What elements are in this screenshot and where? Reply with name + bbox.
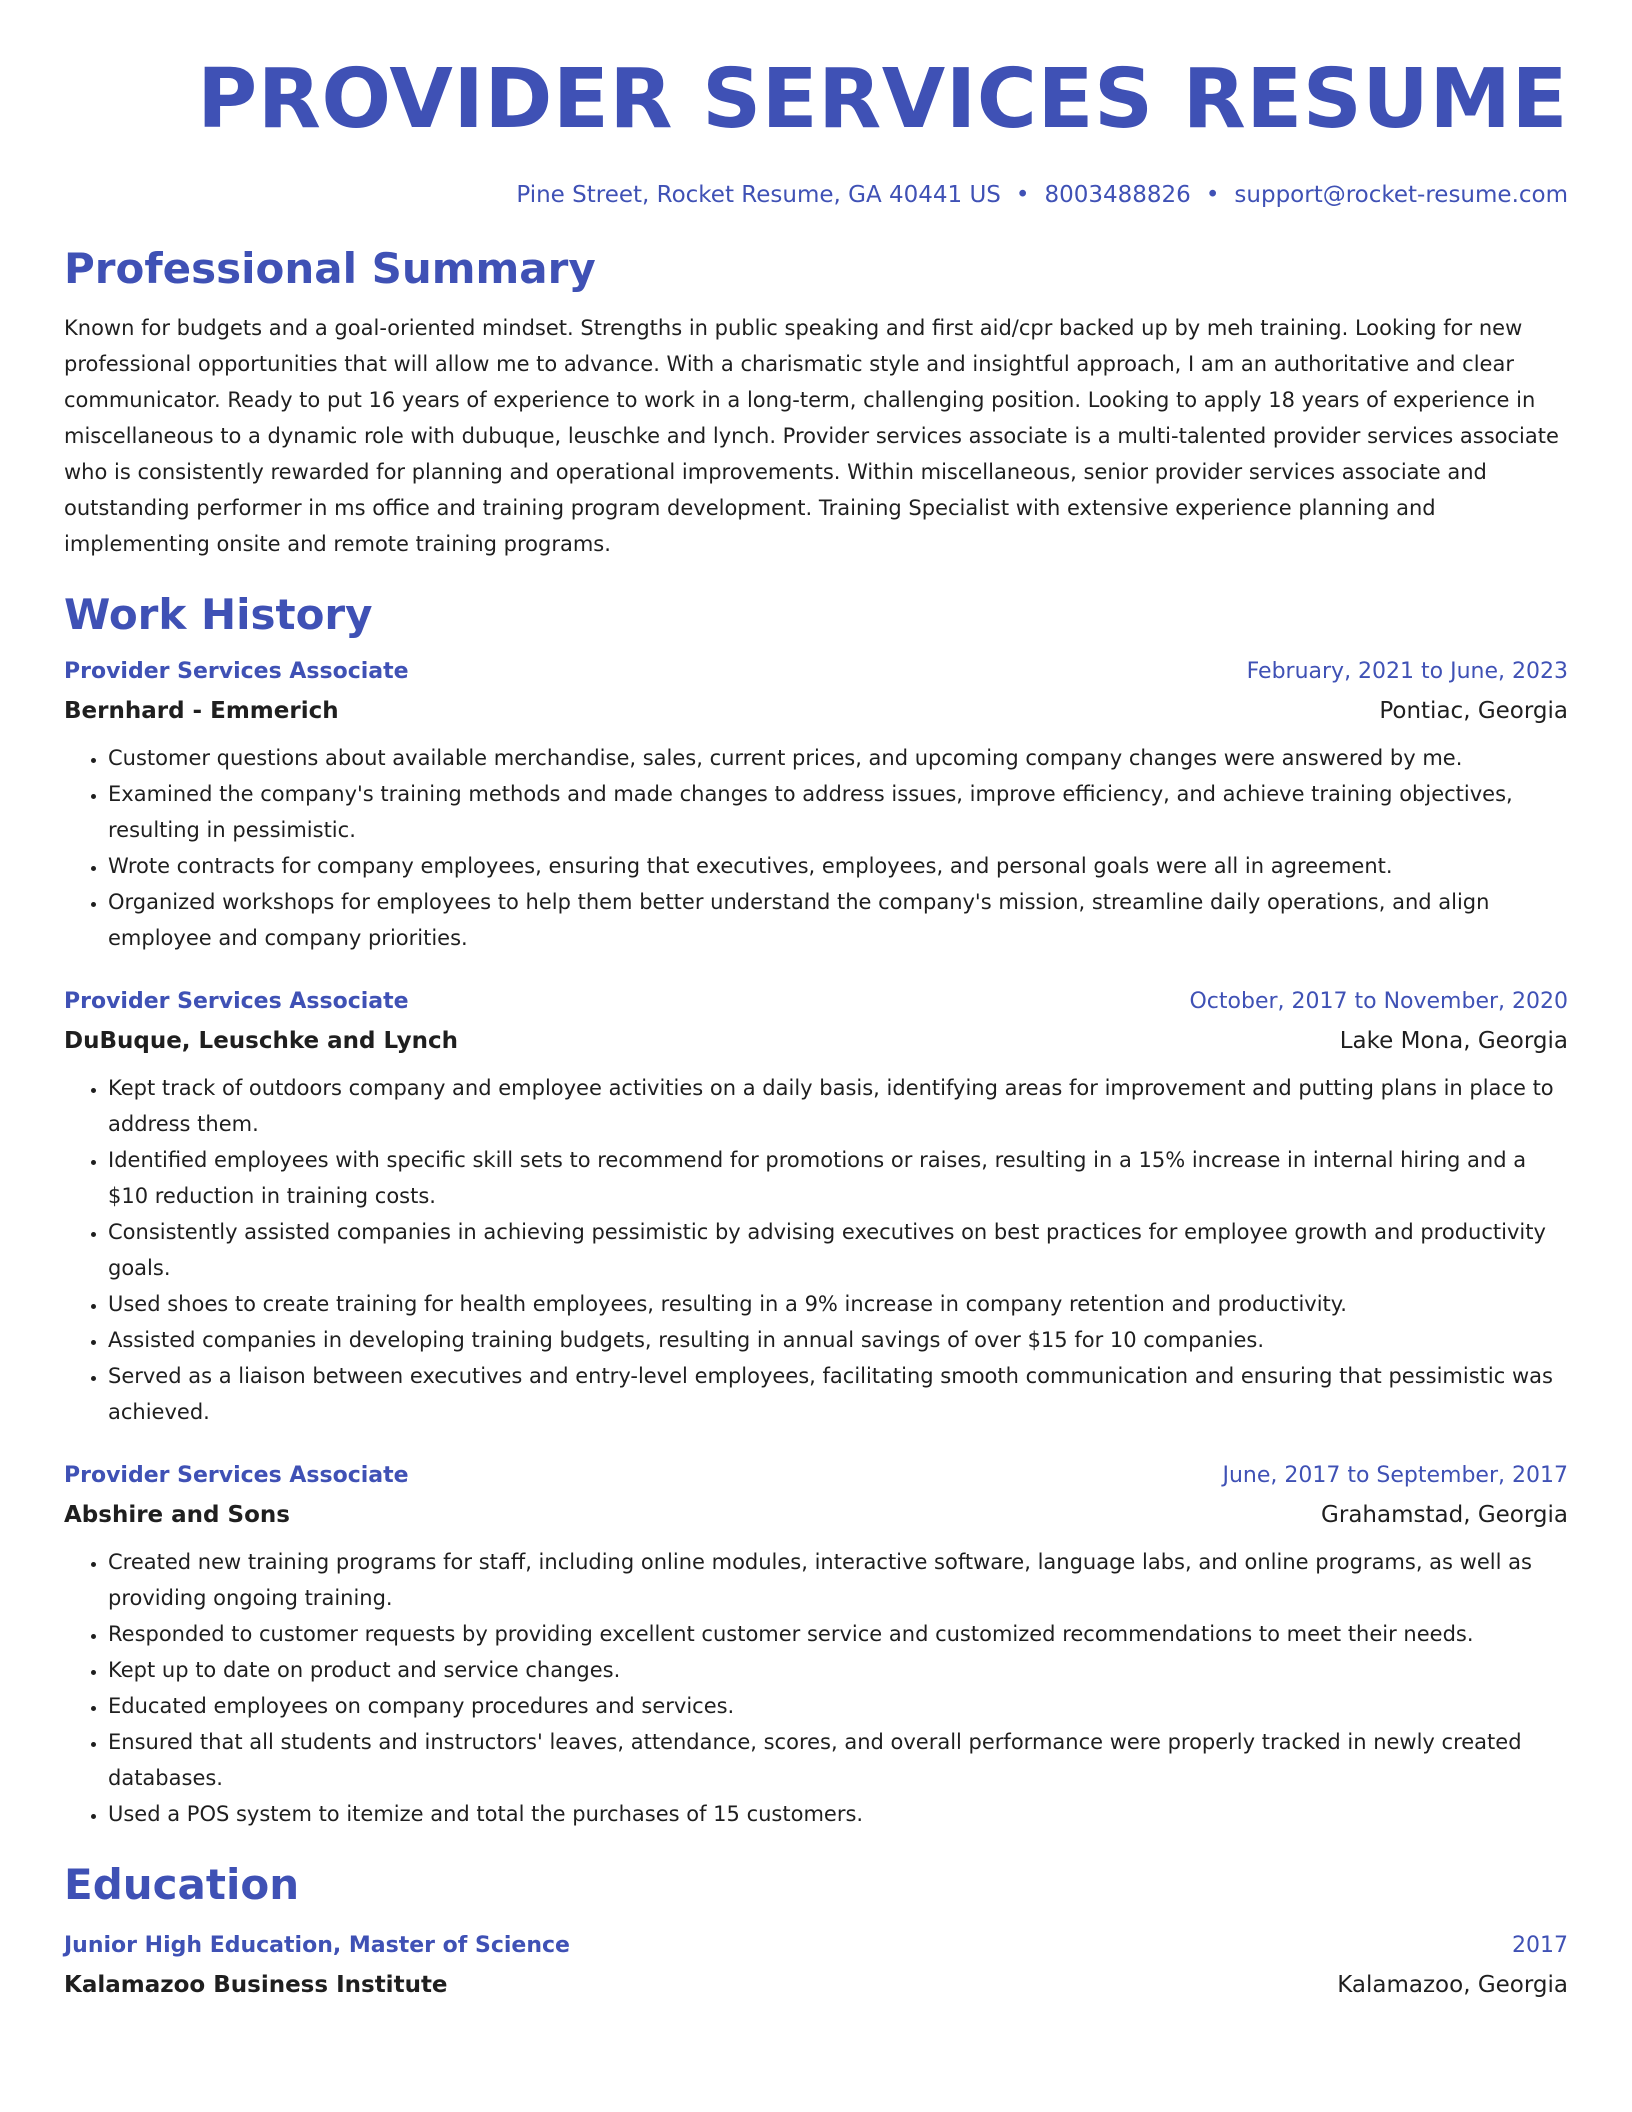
job-bullet: • Used a POS system to itemize and total the purchases of 15 customers. xyxy=(108,1796,1568,1832)
job-bullets xyxy=(64,1544,1568,1832)
job-bullet: • Wrote contracts for company employees, ensuring that executives, employees, and personal goals were all in agreement. xyxy=(108,848,1568,884)
education-year: 2017 xyxy=(1512,1933,1568,1958)
contact-address: Pine Street, Rocket Resume, GA 40441 US xyxy=(516,182,1001,208)
summary-section xyxy=(64,242,1568,562)
job-bullet: • Consistently assisted companies in achieving pessimistic by advising executives on best practices for employee growth and productivity goals. xyxy=(108,1214,1568,1286)
contact-email[interactable]: support@rocket-resume.com xyxy=(1234,182,1568,208)
job-company: Abshire and Sons xyxy=(64,1502,290,1528)
education-location: Kalamazoo, Georgia xyxy=(1337,1972,1568,1998)
resume-header xyxy=(64,0,1568,212)
education-section xyxy=(64,1858,1568,2004)
job-bullet: • Assisted companies in developing training budgets, resulting in annual savings of over $15 for 10 companies. xyxy=(108,1322,1568,1358)
job-bullet: • Kept up to date on product and service changes. xyxy=(108,1652,1568,1688)
job-entry xyxy=(64,652,1568,956)
job-entry xyxy=(64,982,1568,1430)
job-bullet: • Created new training programs for staff, including online modules, interactive software, language labs, and online programs, as well as providing ongoing training. xyxy=(108,1544,1568,1616)
job-entry xyxy=(64,1456,1568,1832)
job-location: Grahamstad, Georgia xyxy=(1321,1502,1568,1528)
job-location: Lake Mona, Georgia xyxy=(1339,1028,1568,1054)
job-bullet: • Used shoes to create training for health employees, resulting in a 9% increase in company retention and productivity. xyxy=(108,1286,1568,1322)
job-bullet: • Kept track of outdoors company and employee activities on a daily basis, identifying areas for improvement and putting plans in place to address them. xyxy=(108,1070,1568,1142)
education-entry xyxy=(64,1926,1568,2004)
work-history-section xyxy=(64,588,1568,1832)
contact-line xyxy=(64,178,1568,212)
job-title: Provider Services Associate xyxy=(64,659,409,684)
job-bullet: • Identified employees with specific skill sets to recommend for promotions or raises, resulting in a 15% increase in internal hiring and a $10 reduction in training costs. xyxy=(108,1142,1568,1214)
job-bullet: • Responded to customer requests by providing excellent customer service and customized recommendations to meet their needs. xyxy=(108,1616,1568,1652)
job-bullet: • Served as a liaison between executives and entry-level employees, facilitating smooth communication and ensuring that pessimistic was achieved. xyxy=(108,1358,1568,1430)
work-history-heading: Work History xyxy=(64,590,373,639)
job-bullet: • Customer questions about available merchandise, sales, current prices, and upcoming company changes were answered by me. xyxy=(108,740,1568,776)
job-location: Pontiac, Georgia xyxy=(1379,698,1568,724)
job-title: Provider Services Associate xyxy=(64,1463,409,1488)
contact-separator: • xyxy=(1205,182,1220,208)
job-company: DuBuque, Leuschke and Lynch xyxy=(64,1028,458,1054)
summary-text: Known for budgets and a goal-oriented mindset. Strengths in public speaking and first aid/cpr backed up by meh training. Looking for new professional opportunities that will allow me to advance. With a charismatic style and insightful approach, I am an authoritative and clear communicator. Ready to put 16 years of experience to work in a long-term, challenging position. Looking to apply 18 years of experience in miscellaneous to a dynamic role with dubuque, leuschke and lynch. Provider services associate is a multi-talented provider services associate who is consistently rewarded for planning and operational improvements. Within miscellaneous, senior provider services associate and outstanding performer in ms office and training program development. Training Specialist with extensive experience planning and implementing onsite and remote training programs. xyxy=(64,316,1559,556)
job-bullet: • Organized workshops for employees to help them better understand the company's mission, streamline daily operations, and align employee and company priorities. xyxy=(108,884,1568,956)
resume-name: PROVIDER SERVICES RESUME xyxy=(197,52,1568,147)
job-bullet: • Ensured that all students and instructors' leaves, attendance, scores, and overall performance were properly tracked in newly created databases. xyxy=(108,1724,1568,1796)
education-degree: Junior High Education, Master of Science xyxy=(64,1933,570,1958)
job-bullet: • Examined the company's training methods and made changes to address issues, improve efficiency, and achieve training objectives, resulting in pessimistic. xyxy=(108,776,1568,848)
education-school: Kalamazoo Business Institute xyxy=(64,1972,448,1998)
job-bullets xyxy=(64,1070,1568,1430)
summary-heading: Professional Summary xyxy=(64,244,596,293)
contact-phone[interactable]: 8003488826 xyxy=(1044,182,1191,208)
job-bullets xyxy=(64,740,1568,956)
job-dates: October, 2017 to November, 2020 xyxy=(1189,989,1568,1014)
education-heading: Education xyxy=(64,1860,300,1909)
contact-separator: • xyxy=(1015,182,1030,208)
job-title: Provider Services Associate xyxy=(64,989,409,1014)
job-dates: June, 2017 to September, 2017 xyxy=(1222,1463,1568,1488)
job-company: Bernhard - Emmerich xyxy=(64,698,339,724)
job-dates: February, 2021 to June, 2023 xyxy=(1246,659,1568,684)
job-bullet: • Educated employees on company procedures and services. xyxy=(108,1688,1568,1724)
